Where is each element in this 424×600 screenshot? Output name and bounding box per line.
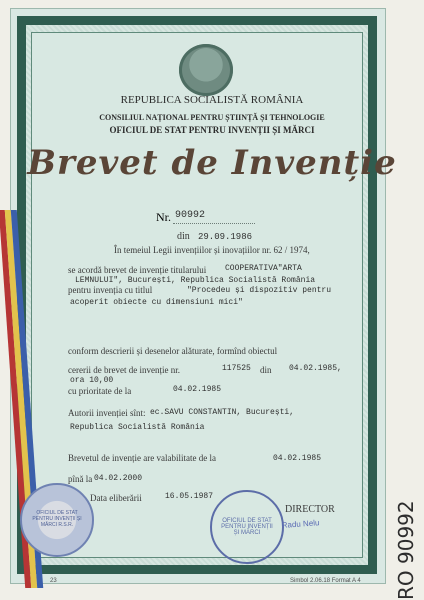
description-line: conform descrierii și desenelor alăturate, formînd obiectul: [68, 346, 278, 356]
grant-line-label: se acordă brevet de invenție titularului: [68, 265, 207, 275]
holder-line-1: COOPERATIVA"ARTA: [225, 264, 302, 273]
request-time: ora 10,00: [70, 376, 114, 385]
validity-end: 04.02.2000: [94, 474, 143, 483]
validity-from: 04.02.1985: [273, 454, 322, 463]
holder-line-2: LEMNULUI", București, Republica Socialistă România: [75, 276, 316, 285]
request-date-label: din: [260, 365, 272, 375]
authors-label: Autorii invenției sînt:: [68, 408, 146, 418]
issue-date: 16.05.1987: [165, 492, 214, 501]
invention-title-line-2: acoperit obiecte cu dimensiuni mici": [70, 298, 243, 307]
legal-basis-line: În temeiul Legii invențiilor și inovațiilor nr. 62 / 1974,: [114, 245, 310, 255]
validity-label: Brevetul de invenție are valabilitate de la: [68, 453, 216, 463]
council-heading: CONSILIUL NAȚIONAL PENTRU ȘTIINȚĂ ȘI TEHNOLOGIE: [99, 113, 325, 122]
stamp-text: OFICIUL DE STAT PENTRU INVENȚII ȘI MĂRCI: [221, 518, 273, 536]
seal-text: OFICIUL DE STAT PENTRU INVENȚII ȘI MĂRCI R.S.R.: [32, 510, 82, 528]
national-emblem-icon: [179, 44, 233, 96]
official-stamp: [210, 490, 284, 564]
validity-end-label: pînă la: [68, 474, 93, 484]
certificate-date: 29.09.1986: [198, 232, 253, 242]
footer-small-mark: 23: [50, 578, 57, 584]
director-signature: Radu Nelu: [281, 518, 320, 530]
request-label: cererii de brevet de invenție nr.: [68, 365, 180, 375]
certificate-title: Brevet de Invenție: [27, 143, 397, 183]
certificate-number: 90992: [175, 210, 206, 221]
priority-label: cu prioritate de la: [68, 386, 132, 396]
side-reference-number: RO 90992: [394, 500, 418, 600]
authors-value: ec.SAVU CONSTANTIN, București,: [150, 408, 295, 417]
office-heading: OFICIUL DE STAT PENTRU INVENȚII ȘI MĂRCI: [109, 125, 315, 135]
footer-symbol: Simbol 2.06.18 Format A 4: [290, 578, 361, 584]
certificate-number-line: [173, 223, 255, 224]
invention-title-label: pentru invenția cu titlul: [68, 285, 153, 295]
issue-date-label: Data eliberării: [90, 493, 142, 503]
certificate-date-label: din: [177, 231, 190, 242]
certificate-number-label: Nr.: [156, 210, 171, 224]
wax-seal-icon: [20, 483, 94, 557]
request-date: 04.02.1985,: [289, 364, 342, 373]
priority-date: 04.02.1985: [173, 385, 222, 394]
director-label: DIRECTOR: [285, 504, 335, 515]
invention-title-line-1: "Procedeu și dispozitiv pentru: [187, 286, 332, 295]
request-number: 117525: [222, 364, 251, 373]
country-heading: REPUBLICA SOCIALISTĂ ROMÂNIA: [120, 94, 304, 106]
authors-country: Republica Socialistă România: [70, 423, 205, 432]
